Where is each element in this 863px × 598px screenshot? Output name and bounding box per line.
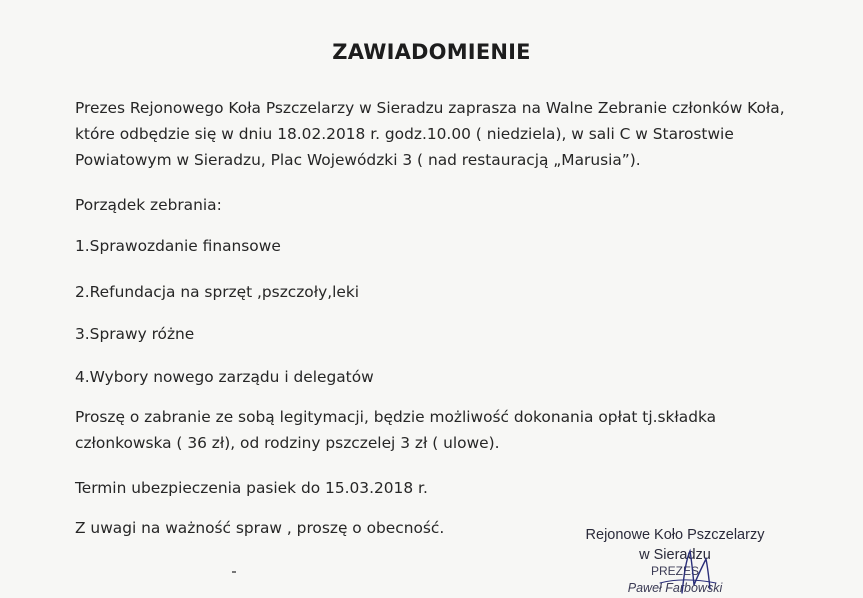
stamp-line-3: PREZES <box>650 564 699 578</box>
association-stamp <box>560 525 790 598</box>
agenda-heading: Porządek zebrania: <box>75 196 222 214</box>
intro-line-2: które odbędzie się w dniu 18.02.2018 r. godz.10.00 ( niedziela), w sali C w Starostwie <box>75 125 734 143</box>
request-line-1: Proszę o zabranie ze sobą legitymacji, będzie możliwość dokonania opłat tj.składka <box>75 408 717 426</box>
stamp-line-1: Rejonowe Koło Pszczelarzy <box>585 527 765 543</box>
insurance-deadline: Termin ubezpieczenia pasiek do 15.03.2018 r. <box>75 479 428 497</box>
intro-line-3: Powiatowym w Sieradzu, Plac Wojewódzki 3 ( nad restauracją „Marusia”). <box>75 151 641 169</box>
intro-line-1: Prezes Rejonowego Koła Pszczelarzy w Sieradzu zaprasza na Walne Zebranie członków Koła, <box>75 99 785 117</box>
agenda-item-3: 3.Sprawy różne <box>75 325 195 343</box>
agenda-item-2: 2.Refundacja na sprzęt ,pszczoły,leki <box>75 283 360 301</box>
request-line-2: członkowska ( 36 zł), od rodziny pszczelej 3 zł ( ulowe). <box>75 434 500 452</box>
scan-speck <box>232 571 236 573</box>
stamp-line-4: Paweł Farbowski <box>627 581 723 595</box>
agenda-item-1: 1.Sprawozdanie finansowe <box>75 237 281 255</box>
agenda-item-4: 4.Wybory nowego zarządu i delegatów <box>75 368 374 386</box>
closing-line: Z uwagi na ważność spraw , proszę o obecność. <box>75 519 445 537</box>
document-title: ZAWIADOMIENIE <box>332 40 531 64</box>
stamp-line-2: w Sieradzu <box>639 547 711 563</box>
